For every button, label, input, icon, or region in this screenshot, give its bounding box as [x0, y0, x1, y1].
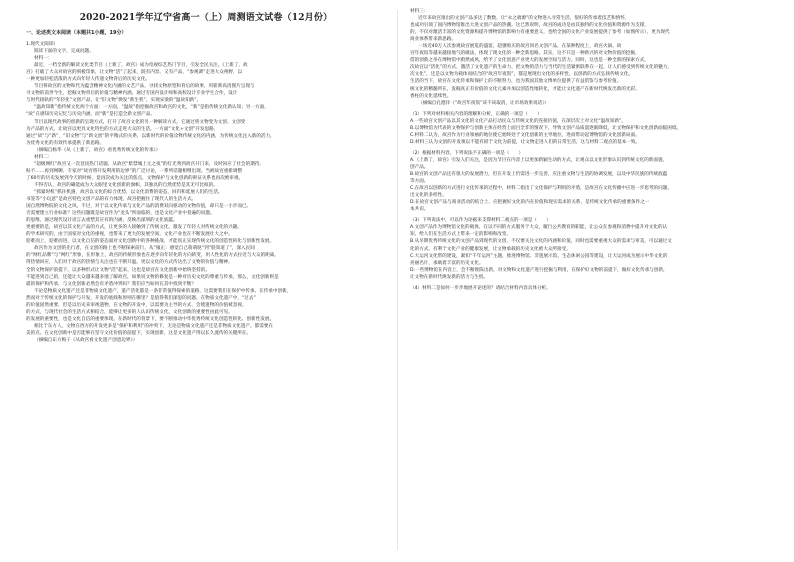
text-line: 香柱的文化延续性。: [410, 93, 452, 99]
text-line: 材料二：: [34, 154, 53, 160]
text-line: B.故宫的文创产品还有很大的发展潜力，但在开发上仍需进一步完善，应注重文物与生活的协调发展，以及中华民族的传统底蕴: [410, 172, 668, 178]
text-line: 材料三：: [410, 9, 429, 14]
text-line: 商业体系带来新思路。: [410, 37, 456, 43]
text-line: 故宫作为文创的先行者，在文创的路上也不断探索前行，从“雍正：感觉自己萌萌哒”到“朕知道了”，深入民间: [34, 246, 255, 252]
left-column-body: [26, 29, 386, 344]
question-line: （4）材料二是如何一步步地展开论述的？请结合材料内容具体分析。: [410, 285, 551, 291]
text-line: 宫年夜饭等越来越接地气的做法，体现了现文化的一种全新思路。其实，这不只是一种新兴的对文物价值的挖掘，: [410, 51, 640, 57]
text-line: “超级网红”故宫又一次登顶热门话题。从故宫“紫禁城上元之夜”的灯光秀到故宫开门来，及时回应了社会的期待，: [34, 161, 265, 167]
text-line: 的，不仅对激活丰富的文化资源和提升博物馆的影响力有重要意义，也给全国的文化产业发展提供了参考（如图所示），更为现代: [410, 30, 670, 36]
source-citation: （摘编自孔德洋《“故宫年夜饭”该不该取消，让市场效果说话》）: [418, 100, 550, 106]
text-line: D.一些博物馆在内容上，会不断推陈出新，对文物和文化遗产进行挖掘与利用，在保护好文物的前提下，做好文化传承与创新，: [410, 267, 668, 273]
text-line: 的价值固然重要，但是以历史来审视遗物，在文物的开发中，以需要为主导的方式，会使遗物的价值被忽视。: [26, 302, 247, 308]
text-line: 通过“故”与“新”，“旧文物”与“新文创”的平衡式的关系，以新时代的价值诠释传统文化的内涵，为传统文化注入新的活力，: [26, 133, 275, 139]
left-column: [26, 8, 386, 558]
text-line: 材料一：: [34, 56, 53, 62]
text-line: 否需要建立行业标准？这些问题既是故宫作为“龙头”所面临的，也是文化产业中普遍的问题。: [26, 211, 215, 217]
text-line: “温故知新”指传统文化两个方面：一方面，“温故”指挖掘故宫和故宫的文化，“新”是指传统文化新认知；另一方面，: [34, 105, 269, 111]
text-line: 知，给人们在生活方式上带来一定的影响和改变。: [410, 232, 512, 238]
question-line: （3）下列说法中，可以作为论据来支撑材料二观点的一项是（ ）: [410, 218, 551, 224]
text-line: 一场近40万人次参观故宫展览的盛宴，超强购买的故宫同名文创产品，在某种程度上，故宫火锅、故: [418, 44, 622, 50]
question-line: 1.现代文阅读I: [26, 42, 55, 47]
text-line: D.材料三认为文创的开发须以不能有损于文化为前提，让文物走进人们的日常生活，这与材料二观点的基本一致。: [410, 139, 641, 145]
text-line: 就的保护和传承，与文化创新必然会有矛盾冲突吗？我们应当如何在其中找到平衡？: [26, 281, 196, 287]
source-citation: （摘编自东方梅子《从故宫看文化遗产创意边界》）: [34, 337, 138, 343]
column-divider: [397, 10, 398, 550]
text-line: 化的方式，有利于文化产业的健康发展，让文物承载的历史文化被大众所接受。: [410, 246, 571, 252]
text-line: 本共识。: [410, 207, 429, 213]
text-line: 为产品的方式，让故宫以更具文化特色的方式走进大众的生活。一方面“文化+文创”开发思路，: [26, 126, 219, 132]
text-line: 相比于东方人，文物在西方的开发更多是“保护和利用”的冲突下，无论是物质文化遗产还是非物质文化遗产，都需要在: [34, 323, 274, 329]
text-line: A.《上新了，故宫》引发人们关注，是因为节目在内容上以更加新颖生动的方式，让观众以文化形象认识到传统文化的新面貌。: [410, 157, 668, 163]
text-line: 次故宫以“活化”的方式，激活了文化遗产的生命力，把文物的活力与当代的生活紧密联系在一起，让人们感受到传统文化的魅力，: [410, 65, 673, 71]
text-line: 国自然博物院的文化之风。不过，对于以文化传承与文化产品的消费双向驱动的文物价值，却只是一小步而已。: [26, 204, 252, 210]
text-line: “抓紧时机”抓住机遇，故宫以文化的综合优势，以文化消费的姿态，回归和延展人们的生活。: [34, 189, 223, 195]
text-line: B.从早期优秀传统文化的文创产品到现代的文创，不仅要关注文化的内涵和价值，同时也需要重视大众的需求与审美，可以通过文: [410, 239, 672, 245]
source-citation: （摘编自杨华《从《上新了，故宫》看优秀传统文化的传承》）: [34, 147, 161, 153]
exam-title: 2020-2021学年辽宁省高一（上）周测语文试卷（12月份）: [79, 13, 333, 23]
text-line: “故”在感知历史记忆与历史内涵，而“新”是打造全新文创产品。: [26, 112, 155, 118]
text-line: 节目以现代故事的创新的呈现方式，打开了故宫文化的另一种解读方式，它通过将文物变为文创、文创变: [34, 119, 246, 125]
text-line: 让文物在新时代焕发新的活力与生机。: [410, 274, 489, 280]
text-line: 创产品。: [410, 164, 429, 170]
text-line: C.大运河文化带的建设，紧扣“千年运河”主题，推进博物馆、非遗展示馆、生态休闲公园等建设，让大运河成为展示中华文化的: [410, 253, 668, 259]
text-line: 不得否认，故宫的确能成为大众眼里文化创新的旗帜，其独具的自然优势是其无可比拟的。: [34, 182, 218, 188]
text-line: 生活的当下，故宫在文化传承和保护上的不断努力，也为我国其他文博单位提供了有益借鉴与参考价值。: [410, 79, 622, 85]
text-line: C.在故宫以创新的方式进行文化传承的过程中，材料二指出了文化保护与利用的矛盾，是故宫在文化传播中应进一步思考的问题。: [410, 186, 672, 192]
text-line: 借的创新之举在博物馆中蔚然成风，给予了文化创意产业更大的发展空间与活力。同时，这也是一种全新的探索方式，: [410, 58, 649, 64]
text-line: 的思维，通过现代设计语言去重塑其应有的内涵，反映出深刻的文化底蕴。: [26, 218, 178, 224]
text-line: 统文化的精髓所在，发掘真正有价值的文化元素并加以创造性地转化，才能让文化遗产在新时代焕发出新的光彩。: [410, 86, 640, 92]
text-line: 贴不……再到网聊、专家对“故宫将开发利用的边界”的广泛讨论，一系列话题相继出现。当被故宫重新调整: [26, 168, 243, 174]
right-column: [410, 8, 770, 558]
text-line: 的“网红品牌”与“网红”形象，在形象上，故宫的传统形象也在逐步向年轻化的方向转变，用人性化的方式拉近与大众的距离。: [26, 253, 279, 259]
text-line: 不能进到自己的，还能让大众越来越多地了解故宫，如果说文物的修复是一种对历史文化的尊重与传承，那么，文化创新则是: [26, 274, 279, 280]
text-line: 近年来故宫推出的文创产品多达了数数，让“永之端源”的文物进入寻常生活，很好的传承着技艺和情怀，: [418, 16, 630, 22]
text-line: 最近，一档全新的解读文化类节目《上新了，故宫》成为电视综艺热门节目，引发全民关注。《上新了，故: [34, 63, 248, 69]
text-line: 与时代接轨的“年轻化”文创产品，让“旧文物”焕发“新生机”，实现宋梁的“温故知新”。: [26, 98, 202, 104]
text-line: 得热情回应，人们对于故宫的热情与关注也在不断升温。更以文化的方式传达出了文物的价值与精神。: [26, 260, 233, 266]
text-line: 更重要的是，故宫以其文化产品的方式，让更多的人接触到了传统文化，激发了年轻人对传统文化的兴趣。: [26, 225, 242, 231]
text-line: 迎难而上，迎难而进，以文化自信的姿态面对文化创新中的各种挑战，才能真正实现传统文化的创造性转化与创新性发展。: [26, 239, 275, 245]
text-line: 为优秀文化的有效传承提供了新思路。: [26, 140, 105, 146]
text-line: 了60年的历史发展到今天的时候，竟再次成为关注的焦点，文物保护与文化创新的辩证关系也再次被审视。: [26, 175, 244, 181]
text-line: C.材料二认为，故宫作为行业领袖的地位使它始终处于文化创新的主导地位，进而带动起博物馆的文化创新局面。: [410, 132, 640, 138]
text-line: B.以博物馆为代表的文物保护与创新主体在经营上面目全非的情况下，导致文创产品质量逐渐降低，让文物保护和文化创新面临困境。: [410, 125, 682, 131]
text-line: 然而对于传统文化的保护与开发，开发的底线和原则在哪里？是值得我们深思的问题。在物质文化遗产中，“过去”: [26, 295, 256, 301]
text-line: A.文创产品作为博物馆文化的载体，在以不同的方式服务于大众，履行公共教育的职能，让公众在参观和消费中提升对文化的认: [410, 225, 668, 231]
text-line: 宫》打破了大众对故宫的刻板印象，让文物“活”了起来，既有内容，又有产品，“参观调”走进大众视野，以: [26, 70, 243, 76]
text-line: 也成功引领了国内博物馆推出大进文创产品的热潮。这已然说明，故宫的成功是由其独特的文化价值和资源作为支撑，: [410, 23, 649, 29]
text-line: A.一些故宫文创产品以其文化的文化产品打动民众与传统文化的连接价值，在深层次上对文化“温故知新”。: [410, 118, 627, 124]
text-line: 的方式，与现代社会的生活方式相结合，能够让更多的人认识传统文化，文化创新的重要性由此可见。: [26, 309, 233, 315]
text-line: 书签等“小玩意”是故宫特色文创产品的有力体现，故宫把握住了现代人的生活方式。: [26, 197, 197, 203]
section-heading: 一、论述类文本阅读（本题共1小题，19分）: [26, 30, 127, 36]
text-line: 一种更加轻松活泼的方式向年轻人传递文物背后的历史文化。: [26, 77, 151, 83]
text-line: 全的文物保护前提下，以多种形式让文物“活”起来，这也是故宫在文化创新中始终坚持的。: [26, 267, 210, 273]
text-line: 美的点。在文化创新中是否能够在坚守文化价值的前提下，实现创新，这是文化遗产得以长久流传的关键所在。: [26, 330, 252, 336]
question-line: （1）下列对材料相关内容的理解和分析，正确的一项是（ ）: [410, 111, 542, 117]
text-line: D.在故宫文创产品与商业活动的结合上，应把握好文化的内在价值和现实需求的关系，是传统文化传承的重要条件之一: [410, 200, 650, 206]
text-line: 的发展的重要性，也是文化自信的重要体现。在新时代的背景下，要不断推动中华优秀传统文化创造性转化、创新性发展。: [26, 316, 275, 322]
text-line: 次文化”，还是以文物为载体而结合的“故宫年夜饭”，都是展现出文化的多样性，以创新的方式弘扬传统文化。: [410, 72, 634, 78]
text-line: 阅读下面的文字，完成问题。: [34, 49, 94, 55]
text-line: 等方面。: [410, 179, 429, 185]
text-line: 寻文物的前世今生，挖掘文物背后的价值与精神内涵，通过专国内设计师和高校设计专业学生合作，设计: [26, 91, 238, 97]
text-line: 不论是物质文化遗产还是非物质文化遗产，遗产活化都是一条非常值得探索的道路，这需要我们在保护中传承、在传承中创新。: [34, 288, 292, 294]
text-line: 出文化的多样性。: [410, 193, 447, 199]
text-line: 亮丽名片，承载着丰富的历史文化。: [410, 260, 484, 266]
right-column-body: [410, 8, 770, 292]
text-line: 节目将故宫的文物和代为蕴含精神文化内涵的文艺产品，寻找文物原型和背后的故事，用崭新高清图片呈现与: [34, 84, 255, 90]
text-line: 的学术研究的，由于国家对文化的重视，也带来了更大的发展空间，文化产业也在不断发展壮大之中。: [26, 232, 233, 238]
question-line: （2）根据材料内容，下列说法不正确的一项是（ ）: [410, 150, 524, 156]
